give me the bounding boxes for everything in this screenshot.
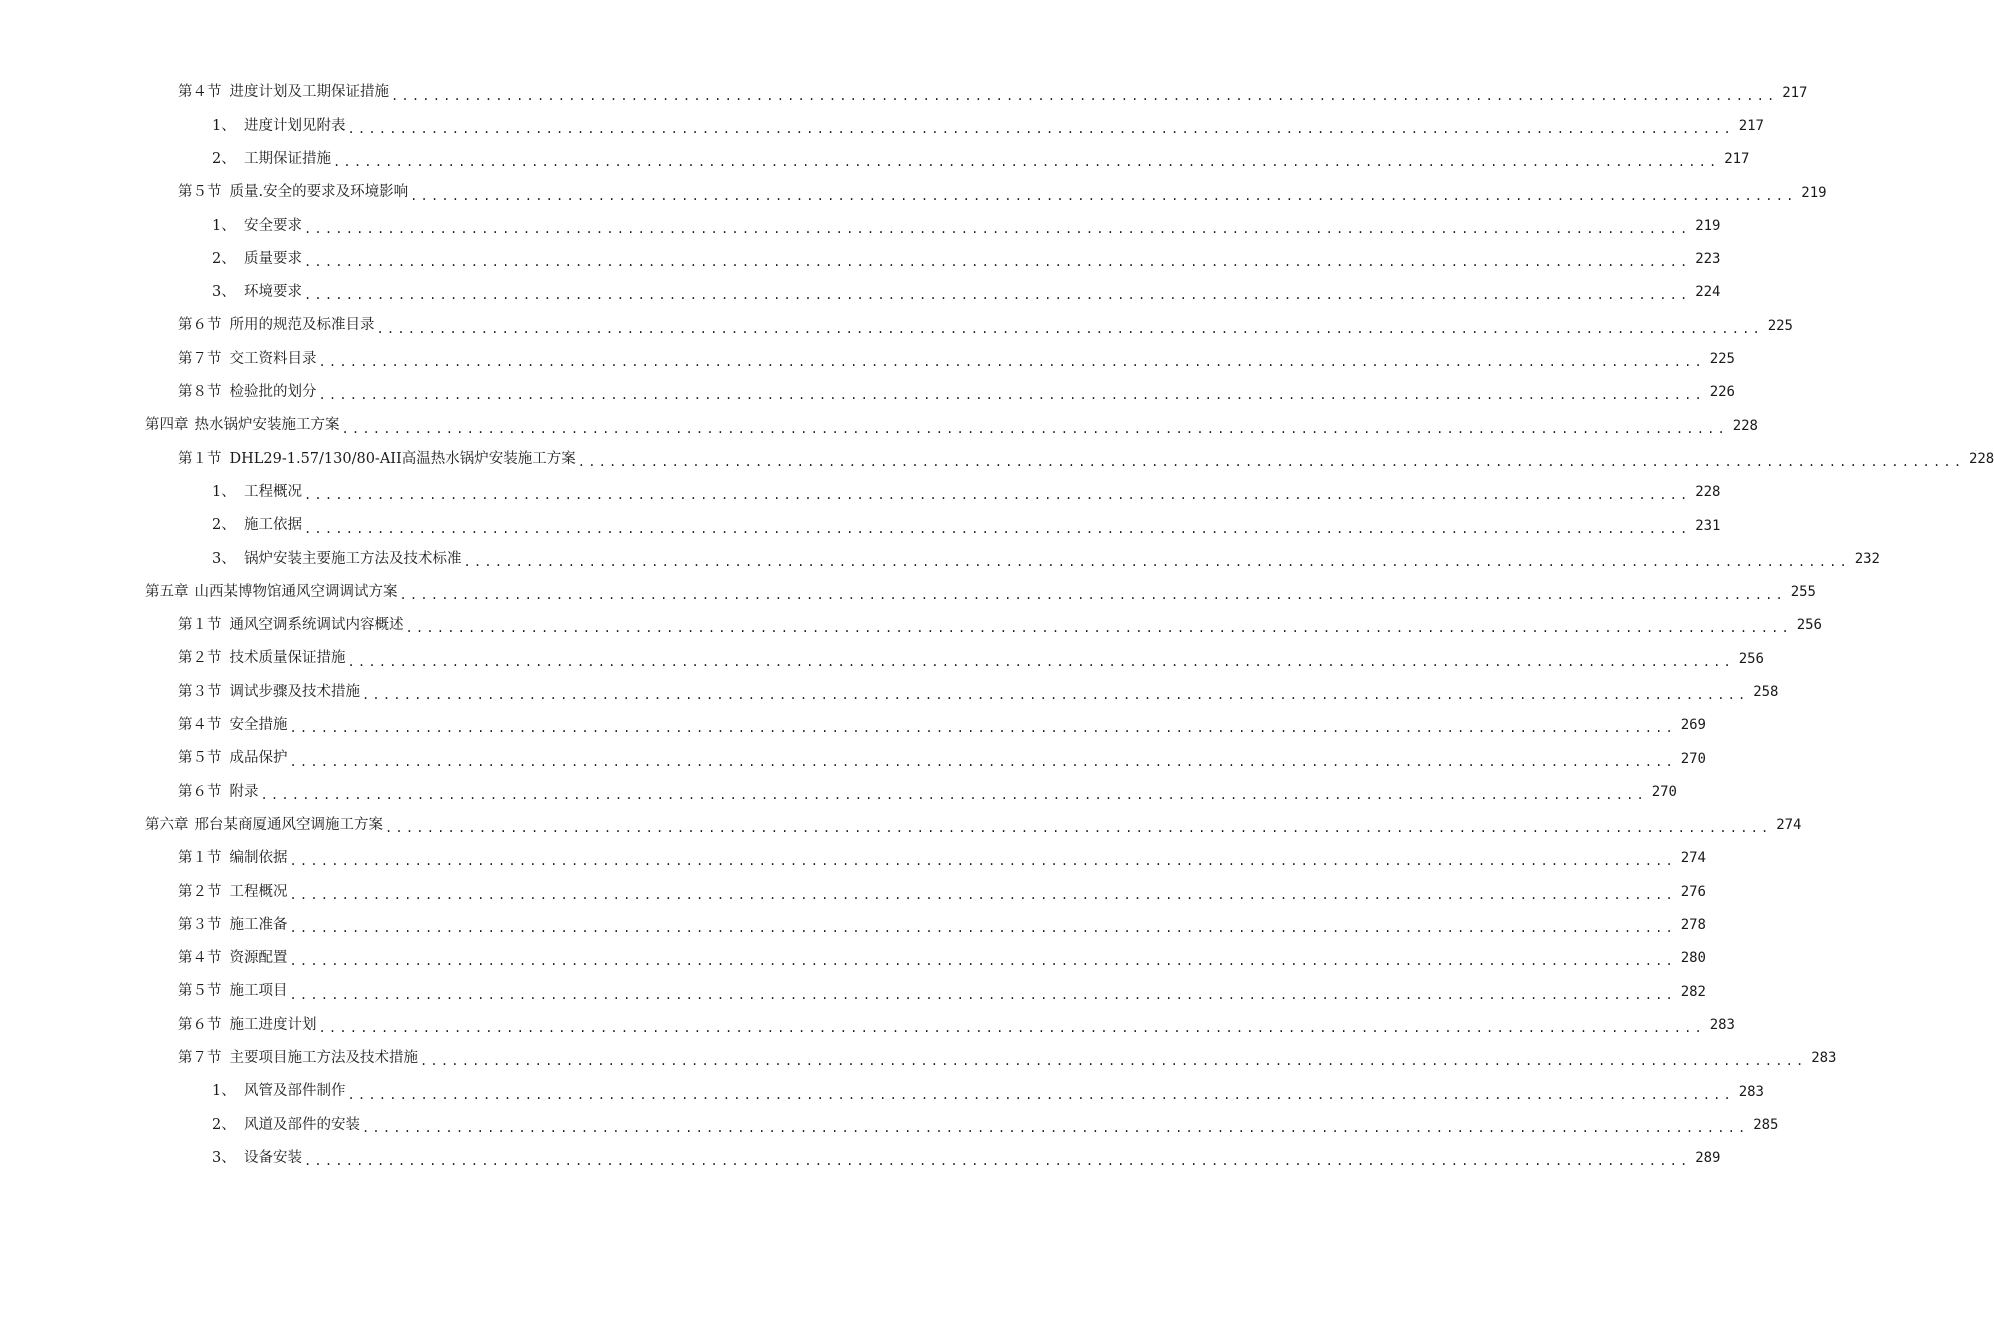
toc-entry-section[interactable] bbox=[0, 875, 1706, 908]
toc-entry-section[interactable] bbox=[0, 675, 1779, 708]
toc-entry-item[interactable] bbox=[0, 276, 1721, 309]
entry-title: 风管及部件制作 bbox=[244, 1083, 346, 1100]
entry-page-number: 256 bbox=[1738, 650, 1764, 667]
entry-page-number: 226 bbox=[1709, 384, 1735, 401]
entry-page-number: 224 bbox=[1695, 284, 1721, 301]
entry-title: 主要项目施工方法及技术措施 bbox=[229, 1050, 418, 1066]
entry-title: 技术质量保证措施 bbox=[229, 650, 346, 667]
entry-title: 成品保护 bbox=[229, 750, 288, 767]
toc-entry-item[interactable] bbox=[0, 1108, 1779, 1141]
dot-leader: ..................................................................................................................................... bbox=[304, 288, 1691, 303]
dot-leader: ..................................................................................................................................... bbox=[304, 255, 1691, 270]
entry-page-number: 228 bbox=[1695, 484, 1721, 501]
dot-leader: ..................................................................................................................................... bbox=[391, 88, 1778, 103]
entry-title: 施工项目 bbox=[229, 983, 288, 1000]
entry-page-number: 219 bbox=[1695, 217, 1721, 234]
dot-leader: ..................................................................................................................................... bbox=[376, 321, 1763, 336]
toc-entry-item[interactable] bbox=[0, 476, 1721, 509]
entry-number: 3、 bbox=[212, 550, 236, 567]
dot-leader: ..................................................................................................................................... bbox=[347, 121, 1734, 136]
dot-leader: ..................................................................................................................................... bbox=[385, 821, 1772, 836]
entry-number: 2、 bbox=[212, 150, 236, 167]
entry-number: 第１节 bbox=[178, 850, 222, 867]
entry-page-number: 255 bbox=[1790, 584, 1816, 601]
dot-leader: ..................................................................................................................................... bbox=[341, 421, 1728, 436]
entry-page-number: 283 bbox=[1811, 1050, 1837, 1067]
toc-entry-section[interactable] bbox=[0, 1008, 1735, 1041]
dot-leader: ..................................................................................................................................... bbox=[399, 588, 1786, 603]
toc-entry-chapter[interactable] bbox=[0, 575, 1816, 608]
entry-title: 安全要求 bbox=[244, 217, 302, 234]
entry-title: 所用的规范及标准目录 bbox=[229, 317, 375, 334]
toc-entry-section[interactable] bbox=[0, 908, 1706, 941]
toc-entry-section[interactable] bbox=[0, 1042, 1837, 1075]
entry-number: 第６节 bbox=[178, 783, 222, 800]
toc-entry-section[interactable] bbox=[0, 376, 1735, 409]
entry-number: 第４节 bbox=[178, 950, 222, 967]
entry-title: 邢台某商厦通风空调施工方案 bbox=[194, 816, 383, 833]
dot-leader: ..................................................................................................................................... bbox=[577, 454, 1965, 469]
toc-entry-item[interactable] bbox=[0, 542, 1880, 575]
dot-leader: ..................................................................................................................................... bbox=[362, 1120, 1749, 1135]
dot-leader: ..................................................................................................................................... bbox=[318, 1020, 1705, 1035]
entry-number: 1、 bbox=[212, 483, 236, 500]
toc-entry-section[interactable] bbox=[0, 742, 1706, 775]
toc-entry-item[interactable] bbox=[0, 509, 1721, 542]
entry-number: 第１节 bbox=[178, 450, 222, 467]
entry-title: 进度计划见附表 bbox=[244, 117, 346, 134]
entry-page-number: 280 bbox=[1680, 950, 1706, 967]
toc-entry-section[interactable] bbox=[0, 309, 1793, 342]
entry-page-number: 274 bbox=[1680, 850, 1706, 867]
dot-leader: ..................................................................................................................................... bbox=[420, 1054, 1807, 1069]
entry-number: 1、 bbox=[212, 117, 236, 134]
entry-title: 设备安装 bbox=[244, 1149, 302, 1166]
entry-title: 安全措施 bbox=[229, 717, 288, 734]
dot-leader: ..................................................................................................................................... bbox=[289, 954, 1676, 969]
entry-page-number: 228 bbox=[1968, 450, 1994, 467]
entry-page-number: 283 bbox=[1738, 1083, 1764, 1100]
entry-number: 第五章 bbox=[145, 583, 189, 600]
entry-page-number: 270 bbox=[1651, 783, 1677, 800]
entry-page-number: 270 bbox=[1680, 750, 1706, 767]
entry-number: 第４节 bbox=[178, 84, 222, 101]
entry-title: 施工准备 bbox=[229, 916, 288, 933]
dot-leader: ..................................................................................................................................... bbox=[410, 188, 1797, 203]
entry-number: 第６节 bbox=[178, 1016, 222, 1033]
dot-leader: ..................................................................................................................................... bbox=[260, 787, 1647, 802]
dot-leader: ..................................................................................................................................... bbox=[333, 155, 1720, 170]
entry-title: 锅炉安装主要施工方法及技术标准 bbox=[244, 550, 462, 567]
entry-title: 山西某博物馆通风空调调试方案 bbox=[194, 583, 398, 600]
entry-page-number: 278 bbox=[1680, 917, 1706, 934]
toc-entry-item[interactable] bbox=[0, 242, 1721, 275]
entry-page-number: 231 bbox=[1695, 517, 1721, 534]
entry-number: 第１节 bbox=[178, 617, 222, 634]
entry-page-number: 258 bbox=[1753, 683, 1779, 700]
dot-leader: ..................................................................................................................................... bbox=[289, 987, 1676, 1002]
toc-entry-section[interactable] bbox=[0, 342, 1735, 375]
entry-number: 第四章 bbox=[145, 417, 189, 434]
entry-page-number: 256 bbox=[1796, 617, 1822, 634]
toc-entry-item[interactable] bbox=[0, 109, 1764, 142]
entry-title: 热水锅炉安装施工方案 bbox=[194, 417, 340, 434]
toc-entry-section[interactable] bbox=[0, 975, 1706, 1008]
entry-title: 风道及部件的安装 bbox=[244, 1116, 360, 1133]
entry-number: 第４节 bbox=[178, 717, 222, 734]
entry-title: 附录 bbox=[229, 783, 259, 800]
entry-title: 资源配置 bbox=[229, 950, 288, 967]
entry-number: 第７节 bbox=[178, 1050, 222, 1066]
toc-entry-section[interactable] bbox=[0, 775, 1677, 808]
entry-number: 第７节 bbox=[178, 350, 222, 367]
entry-title: 检验批的划分 bbox=[229, 384, 317, 401]
entry-number: 第３节 bbox=[178, 916, 222, 933]
entry-number: 3、 bbox=[212, 1149, 236, 1166]
entry-number: 第８节 bbox=[178, 384, 222, 401]
toc-entry-item[interactable] bbox=[0, 1075, 1764, 1108]
entry-title: 质量.安全的要求及环境影响 bbox=[229, 184, 409, 201]
entry-number: 第５节 bbox=[178, 983, 222, 1000]
entry-number: 第六章 bbox=[145, 816, 189, 833]
entry-page-number: 282 bbox=[1680, 983, 1706, 1000]
toc-entry-section[interactable] bbox=[0, 176, 1827, 209]
dot-leader: ..................................................................................................................................... bbox=[289, 721, 1676, 736]
entry-page-number: 217 bbox=[1738, 117, 1764, 134]
dot-leader: ..................................................................................................................................... bbox=[289, 921, 1676, 936]
entry-page-number: 228 bbox=[1732, 417, 1758, 434]
toc-entry-chapter[interactable] bbox=[0, 409, 1758, 442]
entry-title: 工期保证措施 bbox=[244, 150, 331, 167]
entry-number: 第５节 bbox=[178, 750, 222, 767]
entry-page-number: 276 bbox=[1680, 883, 1706, 900]
dot-leader: ..................................................................................................................................... bbox=[362, 687, 1749, 702]
dot-leader: ..................................................................................................................................... bbox=[347, 654, 1734, 669]
entry-page-number: 223 bbox=[1695, 251, 1721, 268]
entry-number: 2、 bbox=[212, 517, 236, 534]
entry-title: 通风空调系统调试内容概述 bbox=[229, 617, 404, 634]
entry-page-number: 225 bbox=[1767, 317, 1793, 334]
toc-entry-item[interactable] bbox=[0, 209, 1721, 242]
dot-leader: ..................................................................................................................................... bbox=[405, 621, 1792, 636]
entry-number: 第２节 bbox=[178, 650, 222, 667]
entry-number: 第５节 bbox=[178, 184, 222, 201]
entry-number: 2、 bbox=[212, 1116, 236, 1133]
entry-page-number: 274 bbox=[1776, 817, 1802, 834]
entry-title: 施工进度计划 bbox=[229, 1016, 317, 1033]
entry-page-number: 225 bbox=[1709, 351, 1735, 368]
entry-title: DHL29-1.57/130/80-AII高温热水锅炉安装施工方案 bbox=[229, 450, 576, 467]
entry-number: 第２节 bbox=[178, 883, 222, 900]
entry-page-number: 219 bbox=[1801, 184, 1827, 201]
entry-number: 第３节 bbox=[178, 683, 222, 700]
dot-leader: ..................................................................................................................................... bbox=[304, 521, 1691, 536]
entry-page-number: 217 bbox=[1724, 151, 1750, 168]
entry-page-number: 217 bbox=[1782, 84, 1808, 101]
entry-title: 交工资料目录 bbox=[229, 350, 317, 367]
entry-number: 1、 bbox=[212, 1083, 236, 1100]
dot-leader: ..................................................................................................................................... bbox=[304, 1154, 1691, 1169]
entry-title: 调试步骤及技术措施 bbox=[229, 683, 360, 700]
entry-page-number: 283 bbox=[1709, 1016, 1735, 1033]
entry-title: 工程概况 bbox=[229, 883, 288, 900]
entry-title: 环境要求 bbox=[244, 284, 302, 301]
dot-leader: ..................................................................................................................................... bbox=[463, 554, 1850, 569]
dot-leader: ..................................................................................................................................... bbox=[289, 754, 1676, 769]
entry-title: 编制依据 bbox=[229, 850, 288, 867]
toc-entry-section[interactable] bbox=[0, 442, 1994, 475]
dot-leader: ..................................................................................................................................... bbox=[304, 221, 1691, 236]
entry-number: 3、 bbox=[212, 284, 236, 301]
toc-entry-chapter[interactable] bbox=[0, 809, 1802, 842]
entry-title: 施工依据 bbox=[244, 517, 302, 534]
dot-leader: ..................................................................................................................................... bbox=[289, 887, 1676, 902]
table-of-contents bbox=[0, 76, 1994, 1175]
entry-page-number: 269 bbox=[1680, 717, 1706, 734]
dot-leader: ..................................................................................................................................... bbox=[347, 1087, 1734, 1102]
entry-page-number: 285 bbox=[1753, 1116, 1779, 1133]
toc-entry-section[interactable] bbox=[0, 642, 1764, 675]
entry-number: 第６节 bbox=[178, 317, 222, 334]
dot-leader: ..................................................................................................................................... bbox=[318, 388, 1705, 403]
entry-number: 2、 bbox=[212, 250, 236, 267]
toc-entry-item[interactable] bbox=[0, 1142, 1721, 1175]
entry-title: 进度计划及工期保证措施 bbox=[229, 84, 389, 101]
toc-entry-section[interactable] bbox=[0, 76, 1808, 109]
entry-number: 1、 bbox=[212, 217, 236, 234]
toc-entry-section[interactable] bbox=[0, 709, 1706, 742]
entry-title: 工程概况 bbox=[244, 483, 302, 500]
entry-title: 质量要求 bbox=[244, 250, 302, 267]
dot-leader: ..................................................................................................................................... bbox=[318, 355, 1705, 370]
toc-entry-item[interactable] bbox=[0, 143, 1750, 176]
entry-page-number: 232 bbox=[1854, 550, 1880, 567]
entry-page-number: 289 bbox=[1695, 1150, 1721, 1167]
toc-entry-section[interactable] bbox=[0, 942, 1706, 975]
dot-leader: ..................................................................................................................................... bbox=[289, 854, 1676, 869]
toc-entry-section[interactable] bbox=[0, 842, 1706, 875]
dot-leader: ..................................................................................................................................... bbox=[304, 488, 1691, 503]
toc-entry-section[interactable] bbox=[0, 609, 1822, 642]
